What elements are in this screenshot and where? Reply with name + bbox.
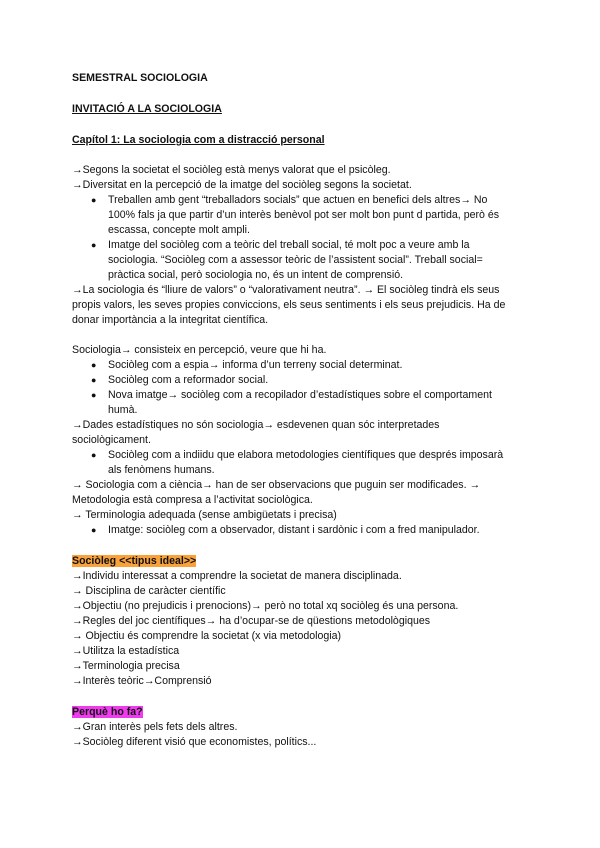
bullet-text: pràctica social, però sociologia no, és un intent de comprensió. xyxy=(108,269,404,281)
list-item: →Individu interessat a comprendre la societat de manera disciplinada. xyxy=(72,570,402,582)
list-item: →Sociòleg diferent visió que economistes, polítics... xyxy=(72,736,317,748)
paragraph: Sociologia→ consisteix en percepció, veure que hi ha. xyxy=(72,344,327,356)
list-item: →Regles del joc científiques→ ha d’ocupar-se de qüestions metodològiques xyxy=(72,615,431,627)
document-subtitle: INVITACIÓ A LA SOCIOLOGIA xyxy=(72,103,222,115)
bullet-text: sociologia. “Sociòleg com a assessor teòric de l’assistent social”. Treball social= xyxy=(108,254,483,266)
section-heading-why xyxy=(72,705,143,720)
bullet-icon: ● xyxy=(91,450,97,460)
paragraph: donar importància a la integritat científica. xyxy=(72,314,269,326)
paragraph: → Terminologia adequada (sense ambigüetats i precisa) xyxy=(72,509,337,521)
paragraph: sociològicament. xyxy=(72,434,151,446)
list-item: →Terminologia precisa xyxy=(72,660,180,672)
bullet-text: Sociòleg com a espia→ informa d’un terreny social determinat. xyxy=(108,359,403,371)
bullet-text: Imatge del sociòleg com a teòric del treball social, té molt poc a veure amb la xyxy=(108,239,470,251)
list-item: → Disciplina de caràcter científic xyxy=(72,585,226,597)
paragraph: → Sociologia com a ciència→ han de ser observacions que puguin ser modificades. → xyxy=(72,479,481,491)
paragraph: →Dades estadístiques no són sociologia→ esdevenen quan sóc interpretades xyxy=(72,419,440,431)
bullet-icon: ● xyxy=(91,525,97,535)
paragraph: →La sociologia és “lliure de valors” o “valorativament neutra”. → El sociòleg tindrà els seus xyxy=(72,284,500,296)
bullet-text: Sociòleg com a indiidu que elabora metodologies científiques que després imposarà xyxy=(108,449,504,461)
chapter-heading: Capítol 1: La sociologia com a distracció personal xyxy=(72,134,325,146)
paragraph: Metodologia està compresa a l’activitat sociològica. xyxy=(72,494,313,506)
list-item: →Interès teòric→Comprensió xyxy=(72,675,212,687)
bullet-text: escassa, concepte molt ampli. xyxy=(108,224,250,236)
bullet-text: Sociòleg com a reformador social. xyxy=(108,374,269,386)
bullet-text: 100% fals ja que partir d’un interès benèvol pot ser molt bon punt d partida, però és xyxy=(108,209,500,221)
bullet-text: Treballen amb gent “treballadors socials” que actuen en benefici dels altres→ No xyxy=(108,194,488,206)
bullet-text: als fenòmens humans. xyxy=(108,464,215,476)
bullet-icon: ● xyxy=(91,195,97,205)
list-item: →Objectiu (no prejudicis i prenocions)→ però no total xq sociòleg és una persona. xyxy=(72,600,459,612)
bullet-text: Nova imatge→ sociòleg com a recopilador d’estadístiques sobre el comportament xyxy=(108,389,492,401)
paragraph: →Segons la societat el sociòleg està menys valorat que el psicòleg. xyxy=(72,164,391,176)
highlighted-heading: Sociòleg <<tipus ideal>> xyxy=(72,555,197,567)
list-item: →Utilitza la estadística xyxy=(72,645,180,657)
bullet-text: Imatge: sociòleg com a observador, distant i sardònic i com a fred manipulador. xyxy=(108,524,480,536)
bullet-icon: ● xyxy=(91,240,97,250)
bullet-icon: ● xyxy=(91,390,97,400)
list-item: → Objectiu és comprendre la societat (x via metodologia) xyxy=(72,630,342,642)
bullet-icon: ● xyxy=(91,360,97,370)
section-heading-ideal-type xyxy=(72,554,196,569)
paragraph: →Diversitat en la percepció de la imatge del sociòleg segons la societat. xyxy=(72,179,412,191)
highlighted-heading: Perquè ho fa? xyxy=(72,706,143,718)
bullet-text: humà. xyxy=(108,404,138,416)
document-title: SEMESTRAL SOCIOLOGIA xyxy=(72,72,208,84)
list-item: →Gran interès pels fets dels altres. xyxy=(72,721,238,733)
bullet-icon: ● xyxy=(91,375,97,385)
paragraph: propis valors, les seves propies conviccions, els seus sentiments i els seus prejudicis. Ha de xyxy=(72,299,506,311)
